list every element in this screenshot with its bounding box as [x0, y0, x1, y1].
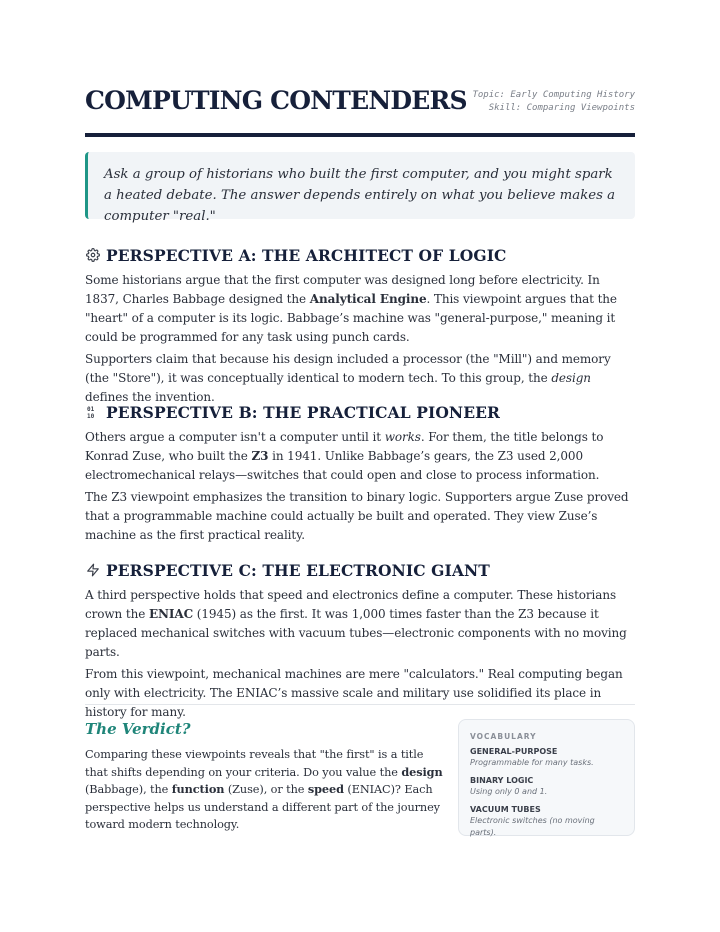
- text-run: (ENIAC)? Each perspective helps us understand a different part of the journey toward modern technology.: [85, 783, 440, 831]
- svg-text:01: 01: [87, 406, 95, 413]
- text-run: Others argue a computer isn't a computer until it: [85, 430, 385, 444]
- text-run: (1945) as the first. It was 1,000 times faster than the Z3 because it replaced mechanical switches with vacuum tubes—electronic components with no moving parts.: [85, 607, 627, 659]
- vocabulary-item: [470, 775, 623, 798]
- vocabulary-term: VACUUM TUBES: [470, 805, 541, 814]
- intro-text: Ask a group of historians who built the first computer, and you might spark a heated debate. The answer depends entirely on what you believe makes a computer "real.": [104, 167, 616, 224]
- verdict-text: [85, 746, 445, 834]
- intro-callout: [85, 152, 635, 224]
- section-heading: [85, 401, 635, 423]
- section-heading: [85, 559, 635, 581]
- vocabulary-item: [470, 746, 623, 769]
- bold-term: Z3: [251, 449, 269, 463]
- topic-label: Topic: Early Computing History: [472, 90, 635, 100]
- section-heading: [85, 244, 635, 266]
- vocabulary-term: GENERAL-PURPOSE: [470, 747, 558, 756]
- paragraph: [85, 271, 635, 347]
- bold-term: design: [401, 764, 443, 779]
- section-perspective-a: [85, 244, 635, 407]
- paragraph: [85, 586, 635, 662]
- section-perspective-b: [85, 401, 635, 545]
- italic-term: works: [384, 430, 421, 444]
- verdict-section: [85, 718, 445, 834]
- vocabulary-item: [470, 804, 623, 839]
- text-run: defines the invention.: [85, 390, 215, 404]
- paragraph: The Z3 viewpoint emphasizes the transition to binary logic. Supporters argue Zuse proved that a programmable machine could actually be built and operated. They view Zuse’s machine as the first practical reality.: [85, 490, 629, 542]
- vocabulary-definition: Electronic switches (no moving parts).: [470, 816, 595, 837]
- text-run: in 1941. Unlike Babbage’s gears, the Z3 used 2,000 electromechanical relays—switches that could open and close to process information.: [85, 449, 600, 482]
- text-run: A third perspective holds that speed and electronics define a computer. These historians crown the: [85, 588, 617, 621]
- vocabulary-definition: Using only 0 and 1.: [470, 787, 548, 796]
- skill-label: Skill: Comparing Viewpoints: [488, 103, 635, 113]
- text-run: . For them, the title belongs to Konrad Zuse, who built the: [85, 430, 604, 463]
- text-run: Supporters claim that because his design included a processor (the "Mill") and memory (the "Store"), it was conceptually identical to modern tech. To this group, the: [85, 352, 611, 385]
- header-meta: [472, 89, 635, 115]
- text-run: (Babbage), the: [85, 783, 172, 796]
- header: [85, 84, 635, 124]
- section-title: PERSPECTIVE A: THE ARCHITECT OF LOGIC: [106, 245, 507, 265]
- paragraph: [85, 428, 635, 485]
- section-title: PERSPECTIVE C: THE ELECTRONIC GIANT: [106, 560, 490, 580]
- svg-text:10: 10: [87, 413, 95, 419]
- bold-term: speed: [307, 782, 344, 796]
- bold-term: Analytical Engine: [309, 292, 427, 306]
- text-run: Some historians argue that the first computer was designed long before electricity. In 1837, Charles Babbage designed the: [85, 273, 600, 306]
- paragraph: [85, 350, 635, 407]
- bold-term: ENIAC: [148, 607, 194, 621]
- paragraph: From this viewpoint, mechanical machines are mere "calculators." Real computing began only with electricity. The ENIAC’s massive scale and military use solidified its place in history for many.: [85, 667, 623, 719]
- vocabulary-definition: Programmable for many tasks.: [470, 758, 594, 767]
- text-run: Comparing these viewpoints reveals that "the first" is a title that shifts depending on your criteria. Do you value the: [85, 748, 424, 779]
- header-rule: [85, 133, 635, 137]
- text-run: (Zuse), or the: [224, 783, 308, 796]
- section-perspective-c: [85, 559, 635, 722]
- lightning-icon: [85, 562, 101, 578]
- gear-icon: [85, 247, 101, 263]
- page-title: COMPUTING CONTENDERS: [85, 86, 467, 115]
- italic-term: design: [551, 371, 591, 385]
- section-title: PERSPECTIVE B: THE PRACTICAL PIONEER: [106, 402, 501, 422]
- bold-term: function: [171, 782, 225, 796]
- vocabulary-title: VOCABULARY: [470, 732, 537, 741]
- section-divider: [85, 704, 635, 705]
- binary-icon: [85, 404, 101, 420]
- vocabulary-term: BINARY LOGIC: [470, 776, 534, 785]
- text-run: . This viewpoint argues that the "heart" of a computer is its logic. Babbage’s machine was "general-purpose," meaning it could be programmed for any task using punch cards.: [85, 292, 617, 344]
- verdict-title: The Verdict?: [85, 720, 191, 738]
- vocabulary-box: [458, 719, 635, 836]
